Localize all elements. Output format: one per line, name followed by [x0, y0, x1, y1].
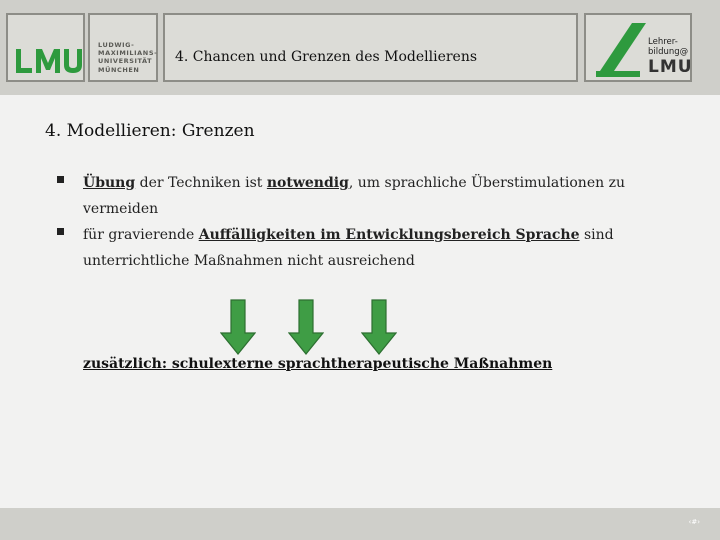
- lehrerbildung-logo-icon: [596, 21, 646, 77]
- addendum-text: zusätzlich: schulexterne sprachtherapeutische Maßnahmen: [83, 356, 553, 372]
- university-name-line: UNIVERSITÄT: [98, 57, 153, 66]
- bullet-emphasis: Übung: [83, 175, 136, 191]
- lehrerbildung-line-2: bildung@: [648, 47, 689, 57]
- university-name-line: MAXIMILIANS-: [98, 49, 158, 58]
- down-arrow-icon: [288, 299, 324, 355]
- bullet-square-icon: [57, 176, 64, 183]
- bullet-text: der Techniken ist: [135, 175, 267, 191]
- bullet-text: für gravierende: [83, 227, 199, 243]
- university-name-box: [88, 13, 158, 82]
- bullet-emphasis: Auffälligkeiten im Entwicklungsbereich Sprache: [198, 227, 580, 243]
- lehrerbildung-line-1: Lehrer-: [648, 37, 678, 47]
- bullet-emphasis: notwendig: [266, 175, 349, 191]
- header-title: 4. Chancen und Grenzen des Modellierens: [175, 49, 478, 65]
- lmu-logo-icon: [16, 49, 82, 73]
- lehrerbildung-logo-box: [584, 13, 692, 82]
- page-number: ‹#›: [688, 518, 700, 526]
- bullet-text: sind unterrichtliche Maßnahmen nicht ausreichend: [83, 227, 614, 269]
- lmu-logo-box: [6, 13, 85, 82]
- university-name-line: MÜNCHEN: [98, 65, 140, 74]
- header-title-box: [163, 13, 578, 82]
- lehrerbildung-text: [648, 37, 688, 57]
- footer-bar: [0, 508, 720, 540]
- bullet-item: [55, 170, 695, 222]
- university-name: [98, 41, 157, 74]
- header-bar: [0, 0, 720, 95]
- university-name-line: LUDWIG-: [98, 41, 135, 49]
- bullet-square-icon: [57, 228, 64, 235]
- lehrerbildung-lmu-mark: LMU: [648, 57, 693, 77]
- slide-heading: 4. Modellieren: Grenzen: [45, 121, 255, 141]
- down-arrow-icon: [220, 299, 256, 355]
- down-arrow-icon: [361, 299, 397, 355]
- bullet-list: [55, 170, 695, 274]
- bullet-item: [55, 222, 695, 274]
- bullet-text: , um sprachliche Überstimulationen zu vermeiden: [83, 175, 625, 217]
